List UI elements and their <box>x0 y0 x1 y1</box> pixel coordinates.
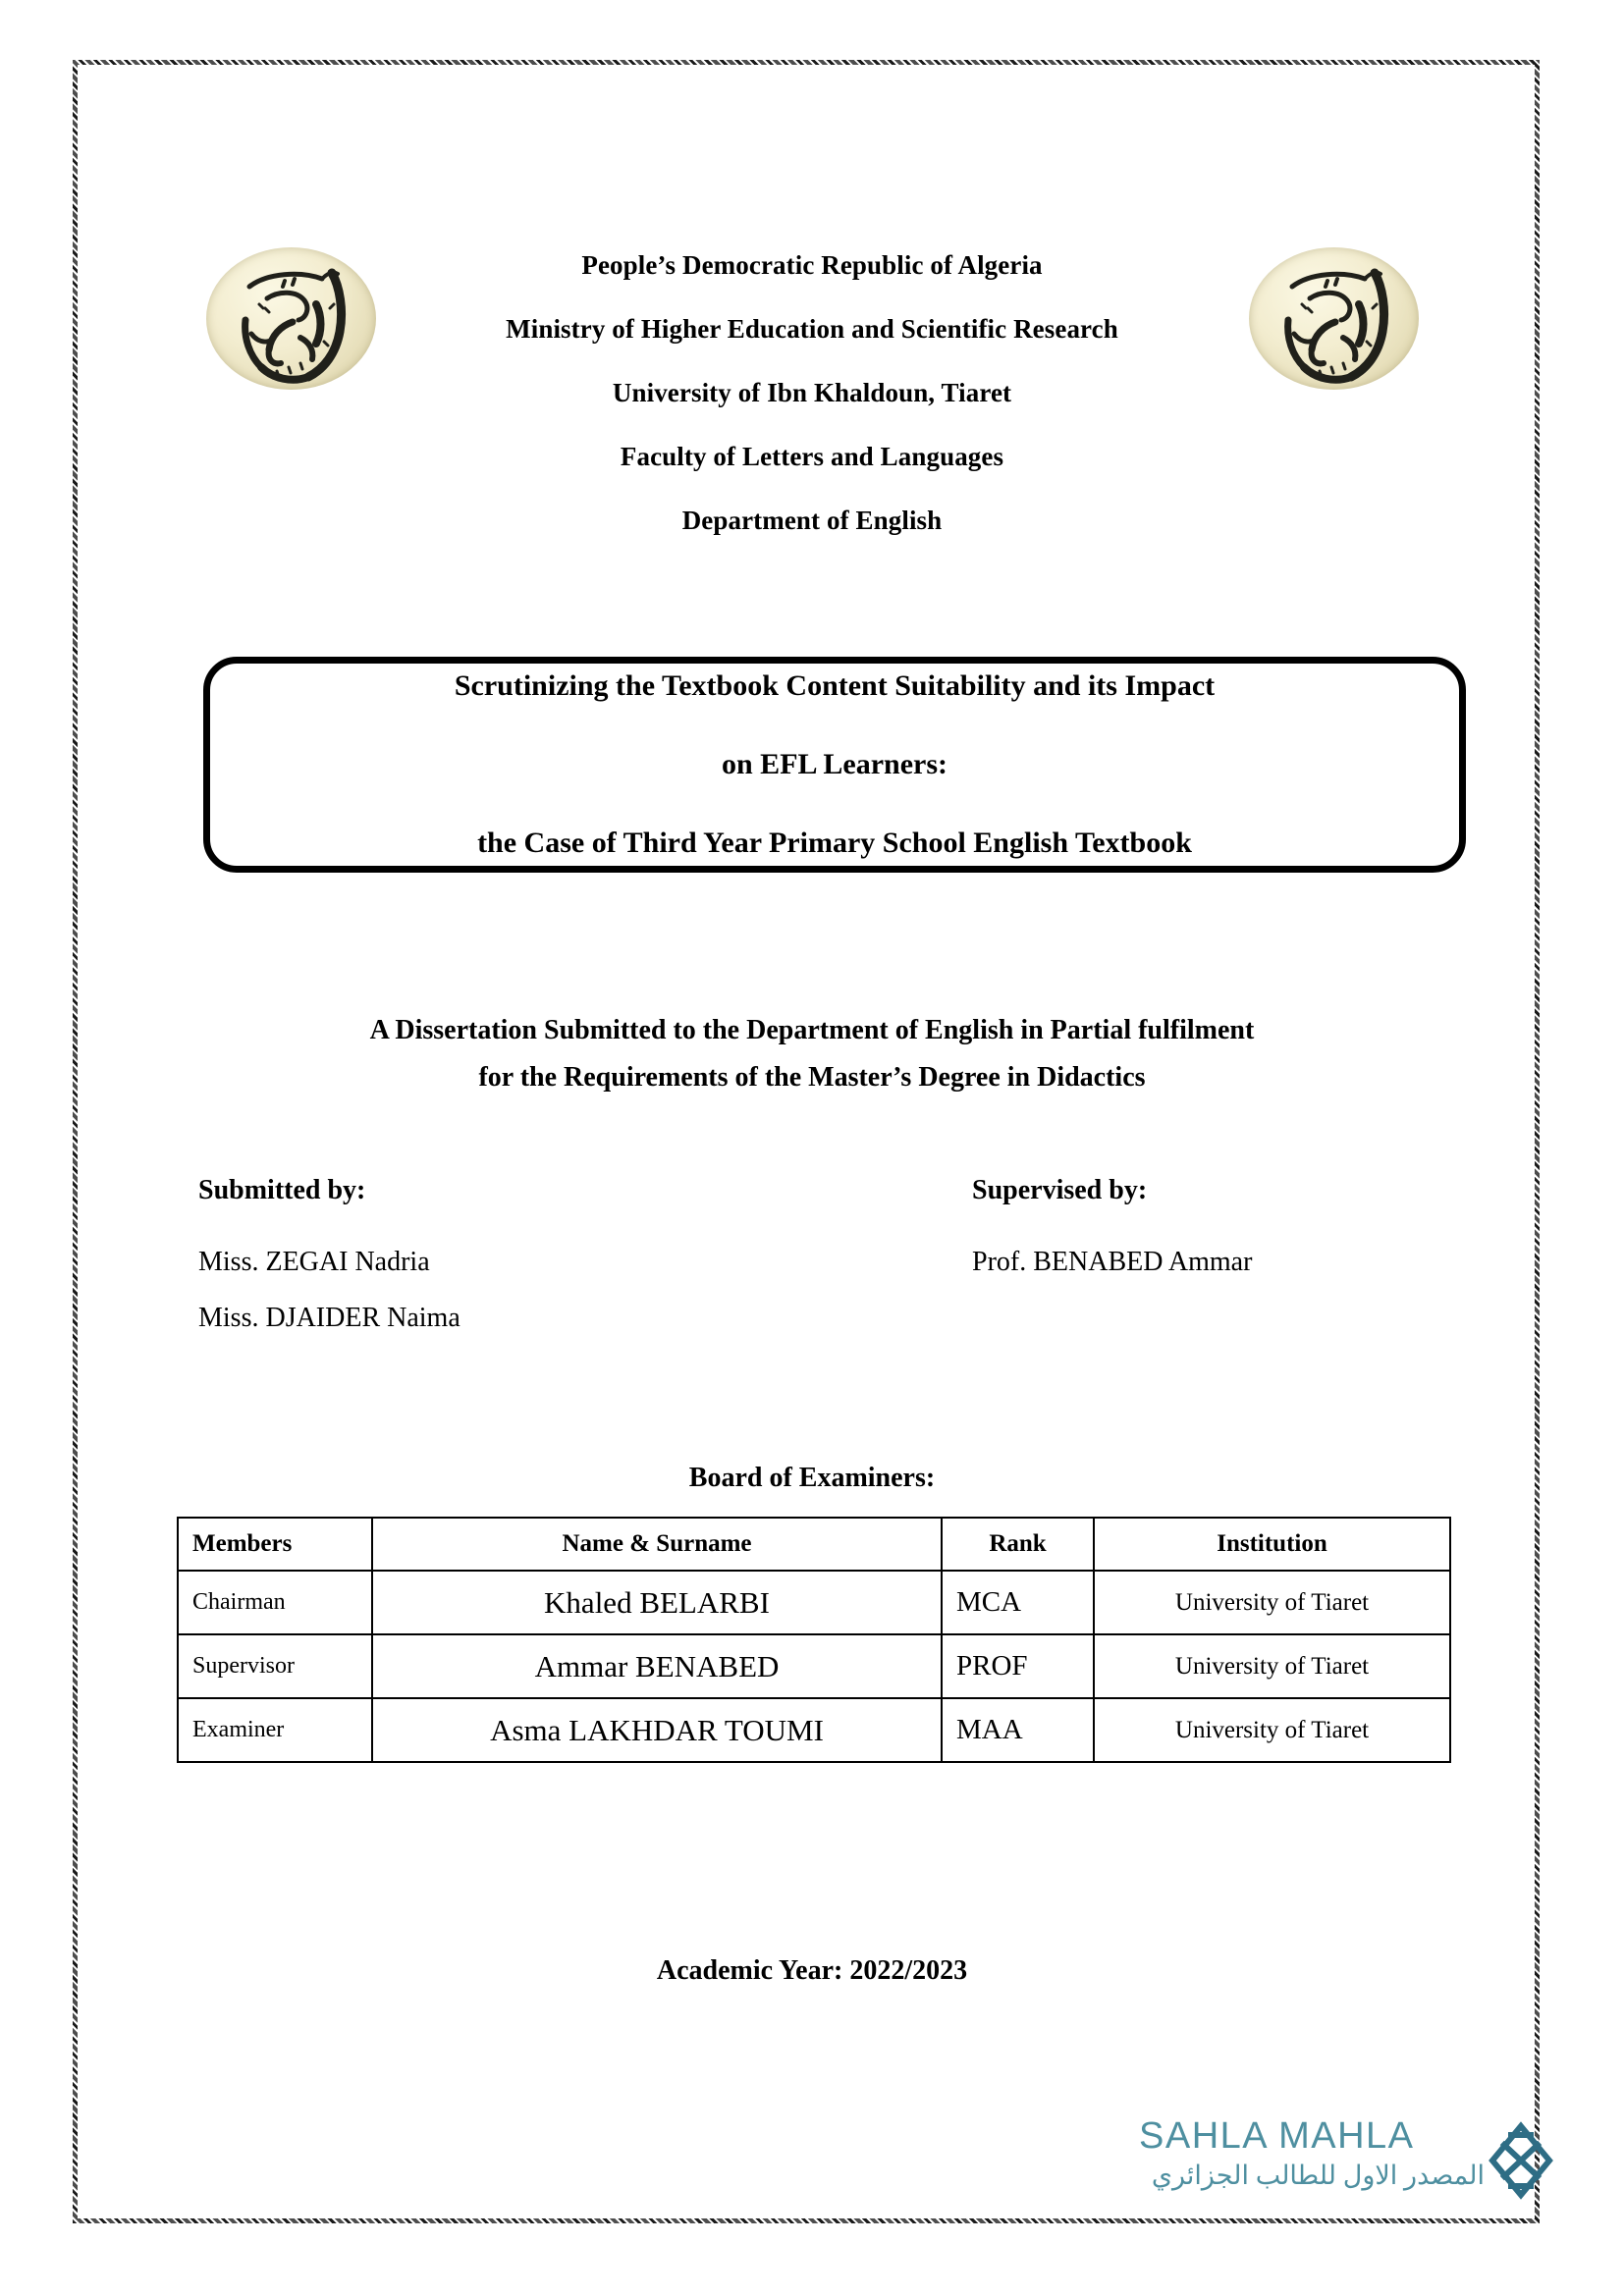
header-text-lines <box>321 234 1303 553</box>
dissertation-statement <box>174 1007 1450 1101</box>
submitted-by-heading: Submitted by: <box>198 1175 366 1205</box>
header-line-3: University of Ibn Khaldoun, Tiaret <box>612 378 1012 407</box>
academic-year-label: Academic Year: 2022/2023 <box>656 1955 968 1986</box>
cell-institution: University of Tiaret <box>1094 1698 1450 1762</box>
sahla-mahla-diamond-icon <box>1485 2121 1557 2200</box>
title-line-3: the Case of Third Year Primary School English Textbook <box>477 827 1192 859</box>
board-of-examiners-title: Board of Examiners: <box>688 1463 936 1493</box>
title-line-2: on EFL Learners: <box>722 748 947 780</box>
header-line-2: Ministry of Higher Education and Scientific Research <box>506 314 1118 344</box>
title-line-1: Scrutinizing the Textbook Content Suitability and its Impact <box>454 669 1216 702</box>
supervised-by-heading: Supervised by: <box>972 1175 1148 1205</box>
submitted-by-name-1: Miss. ZEGAI Nadria <box>198 1247 430 1277</box>
watermark-text-block <box>1139 2115 1485 2192</box>
supervised-by-column <box>972 1175 1253 1278</box>
document-header <box>0 234 1624 548</box>
cell-rank: PROF <box>942 1634 1094 1698</box>
table-row <box>178 1698 1450 1762</box>
watermark-subtitle: المصدر الاول للطالب الجزائري <box>1151 2161 1485 2190</box>
cell-member: Chairman <box>178 1571 372 1634</box>
column-header-rank: Rank <box>942 1518 1094 1571</box>
statement-line-2: for the Requirements of the Master’s Degree in Didactics <box>478 1062 1146 1093</box>
table-row <box>178 1634 1450 1698</box>
cell-institution: University of Tiaret <box>1094 1634 1450 1698</box>
cell-institution: University of Tiaret <box>1094 1571 1450 1634</box>
watermark-brand-name: SAHLA MAHLA <box>1139 2115 1415 2157</box>
board-of-examiners-table <box>177 1517 1451 1763</box>
statement-line-1: A Dissertation Submitted to the Department of English in Partial fulfilment <box>369 1015 1255 1045</box>
cell-name: Asma LAKHDAR TOUMI <box>372 1698 942 1762</box>
header-line-1: People’s Democratic Republic of Algeria <box>581 250 1043 280</box>
cell-rank: MCA <box>942 1571 1094 1634</box>
cell-member: Examiner <box>178 1698 372 1762</box>
column-header-name: Name & Surname <box>372 1518 942 1571</box>
column-header-institution: Institution <box>1094 1518 1450 1571</box>
cell-name: Ammar BENABED <box>372 1634 942 1698</box>
table-row <box>178 1571 1450 1634</box>
supervised-by-name-1: Prof. BENABED Ammar <box>972 1247 1253 1277</box>
cell-member: Supervisor <box>178 1634 372 1698</box>
header-line-5: Department of English <box>681 506 943 535</box>
header-line-4: Faculty of Letters and Languages <box>620 442 1004 471</box>
university-seal-right <box>1249 247 1419 390</box>
cell-name: Khaled BELARBI <box>372 1571 942 1634</box>
sahla-mahla-watermark <box>1139 2115 1571 2243</box>
column-header-members: Members <box>178 1518 372 1571</box>
table-header-row <box>178 1518 1450 1571</box>
cell-rank: MAA <box>942 1698 1094 1762</box>
submitted-by-column <box>198 1175 460 1334</box>
people-section <box>0 1175 1624 1364</box>
dissertation-title-box <box>203 657 1466 873</box>
submitted-by-name-2: Miss. DJAIDER Naima <box>198 1303 460 1333</box>
